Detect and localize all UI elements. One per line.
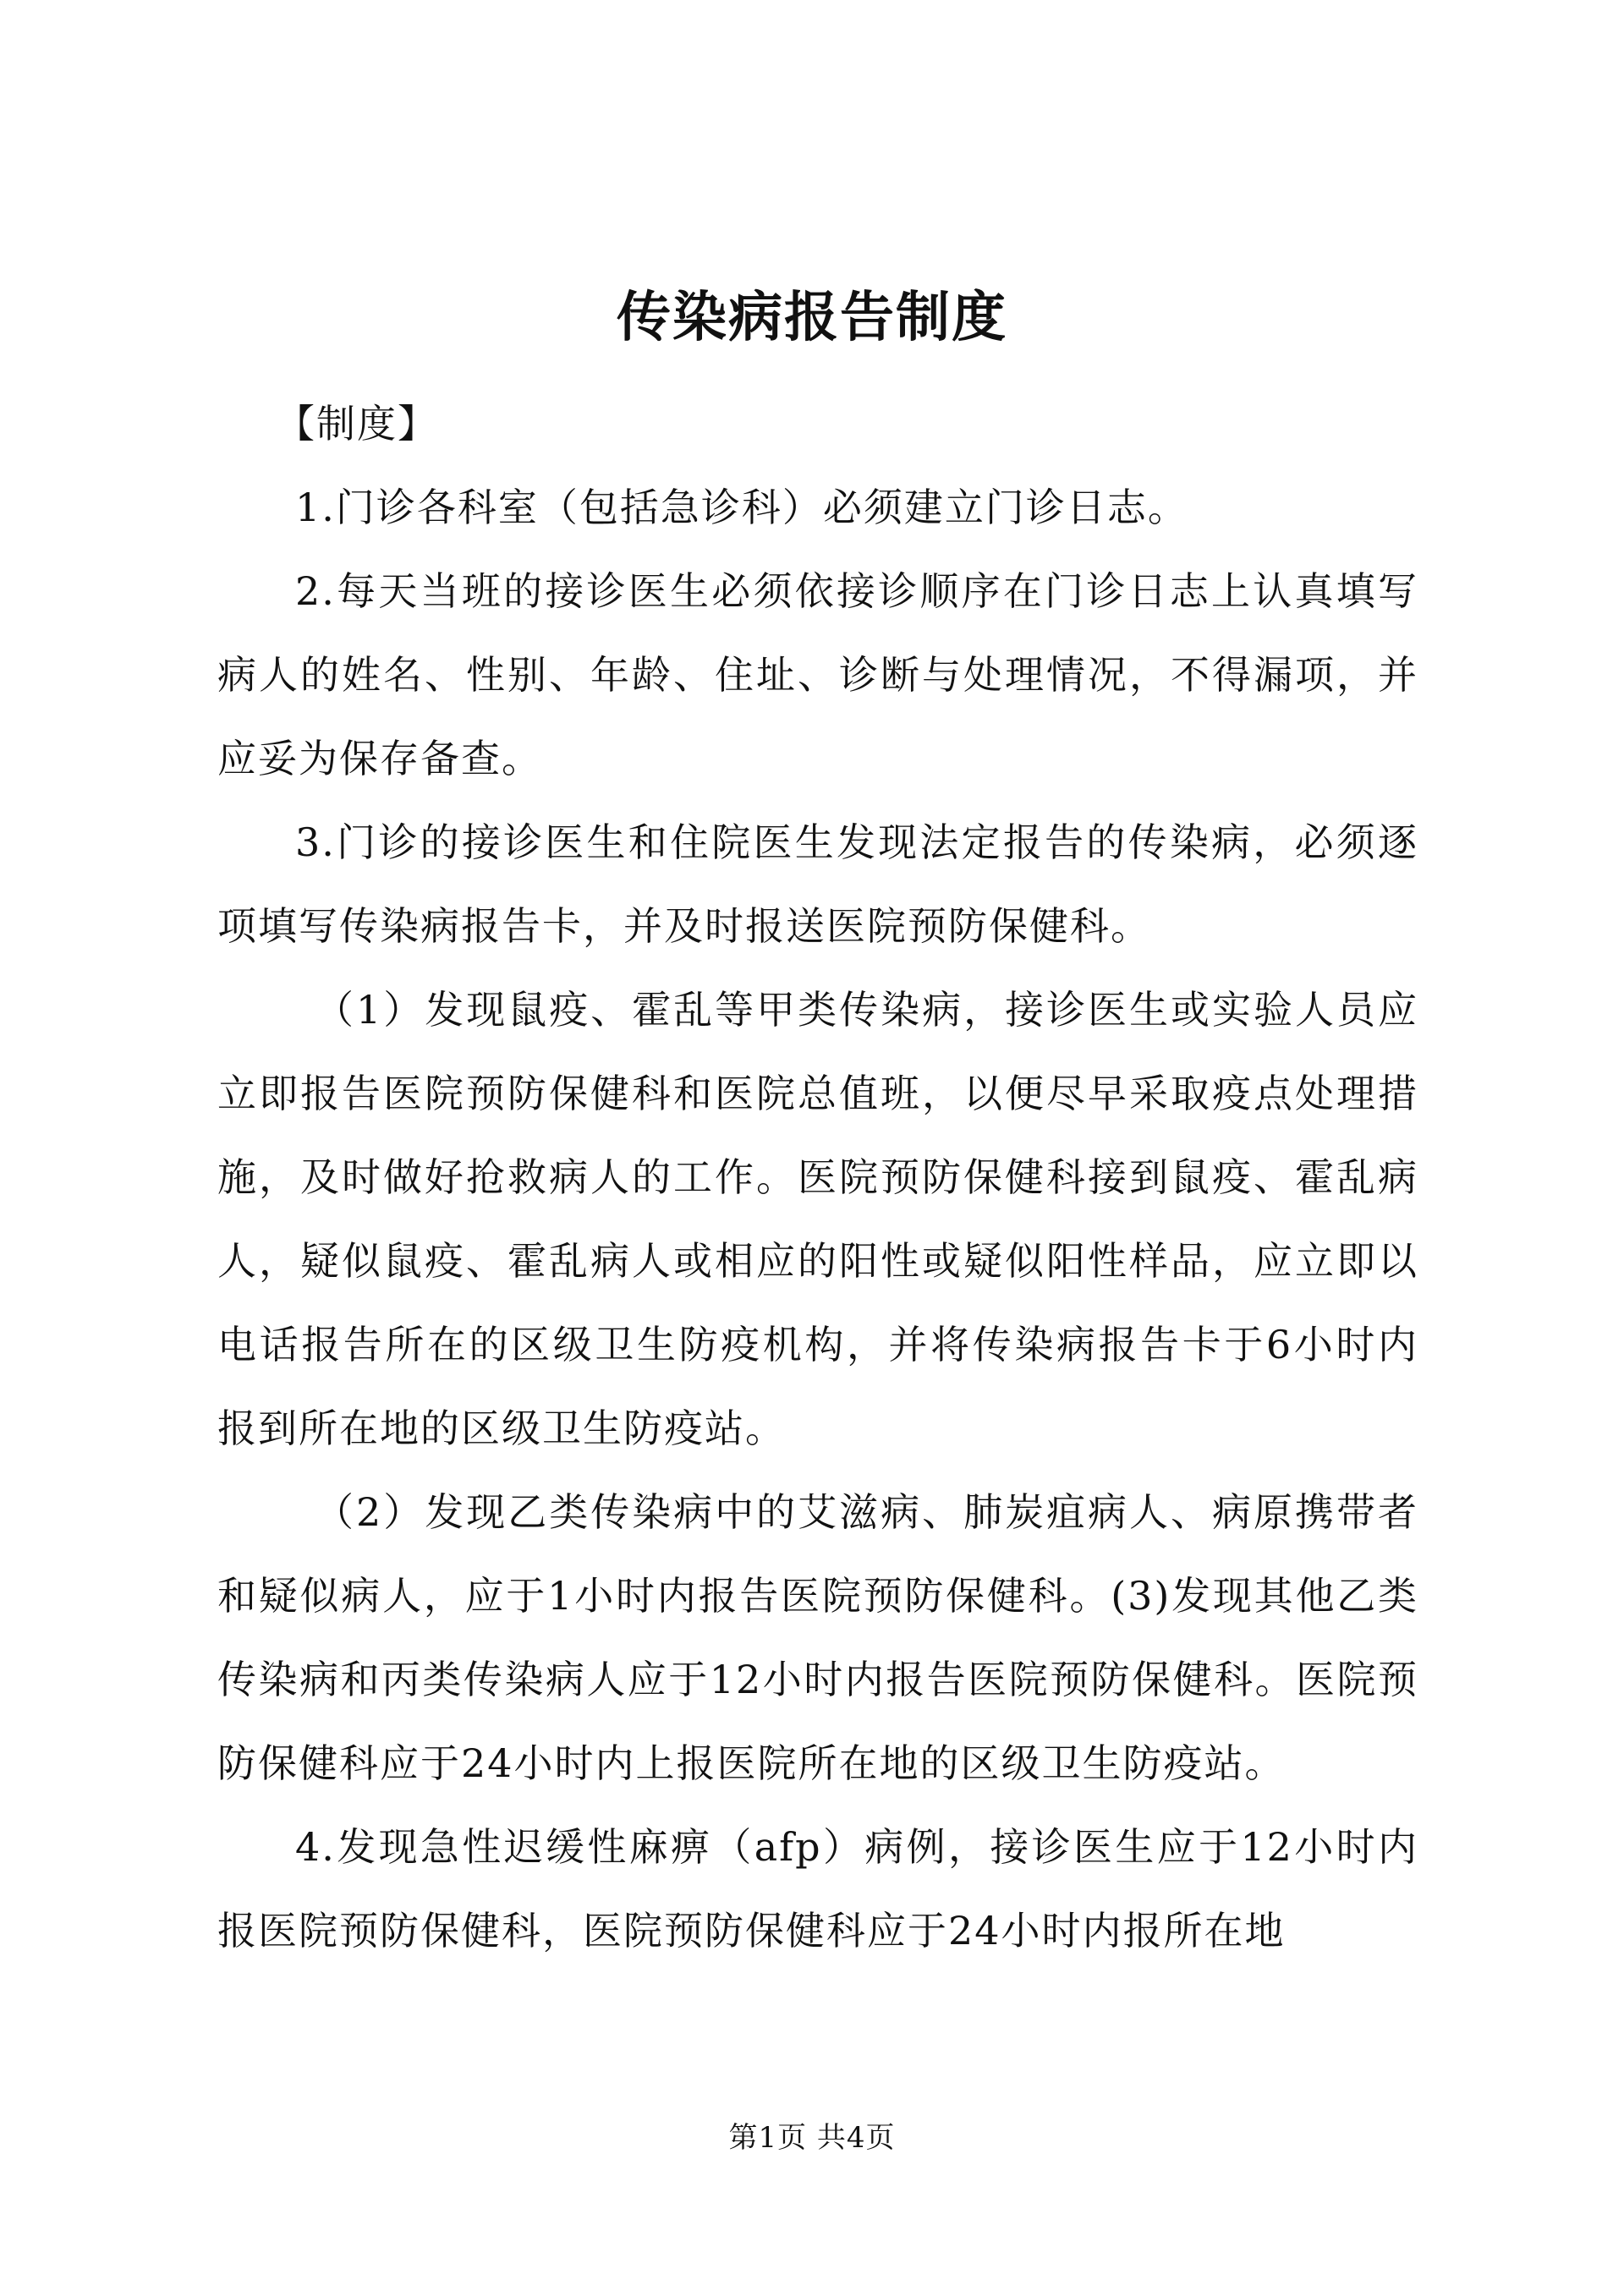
page-title: 传染病报告制度 xyxy=(617,286,1007,349)
document-body xyxy=(217,382,1418,1973)
paragraph-3: 3.门诊的接诊医生和住院医生发现法定报告的传染病，必须逐项填写传染病报告卡，并及时报送医院预防保健科。 xyxy=(217,819,1418,949)
paragraph-3-2: （2）发现乙类传染病中的艾滋病、肺炭疽病人、病原携带者和疑似病人，应于1小时内报告医院预防保健科。(3)发现其他乙类传染病和丙类传染病人应于12小时内报告医院预防保健科。医院预防保健科应于24小时内上报医院所在地的区级卫生防疫站。 xyxy=(217,1489,1418,1786)
paragraph-4: 4.发现急性迟缓性麻痹（afp）病例，接诊医生应于12小时内报医院预防保健科，医院预防保健科应于24小时内报所在地 xyxy=(217,1824,1418,1954)
paragraph-2: 2.每天当班的接诊医生必须依接诊顺序在门诊日志上认真填写病人的姓名、性别、年龄、住址、诊断与处理情况，不得漏项，并应妥为保存备查。 xyxy=(217,568,1418,781)
section-heading: 【制度】 xyxy=(276,401,438,447)
paragraph-1: 1.门诊各科室（包括急诊科）必须建立门诊日志。 xyxy=(295,485,1188,530)
page-footer: 第1页 共4页 xyxy=(728,2121,896,2155)
paragraph-3-1: （1）发现鼠疫、霍乱等甲类传染病，接诊医生或实验人员应立即报告医院预防保健科和医院总值班，以便尽早采取疫点处理措施，及时做好抢救病人的工作。医院预防保健科接到鼠疫、霍乱病人，疑似鼠疫、霍乱病人或相应的阳性或疑似阳性样品，应立即以电话报告所在的区级卫生防疫机构，并将传染病报告卡于6小时内报到所在地的区级卫生防疫站。 xyxy=(217,987,1418,1451)
